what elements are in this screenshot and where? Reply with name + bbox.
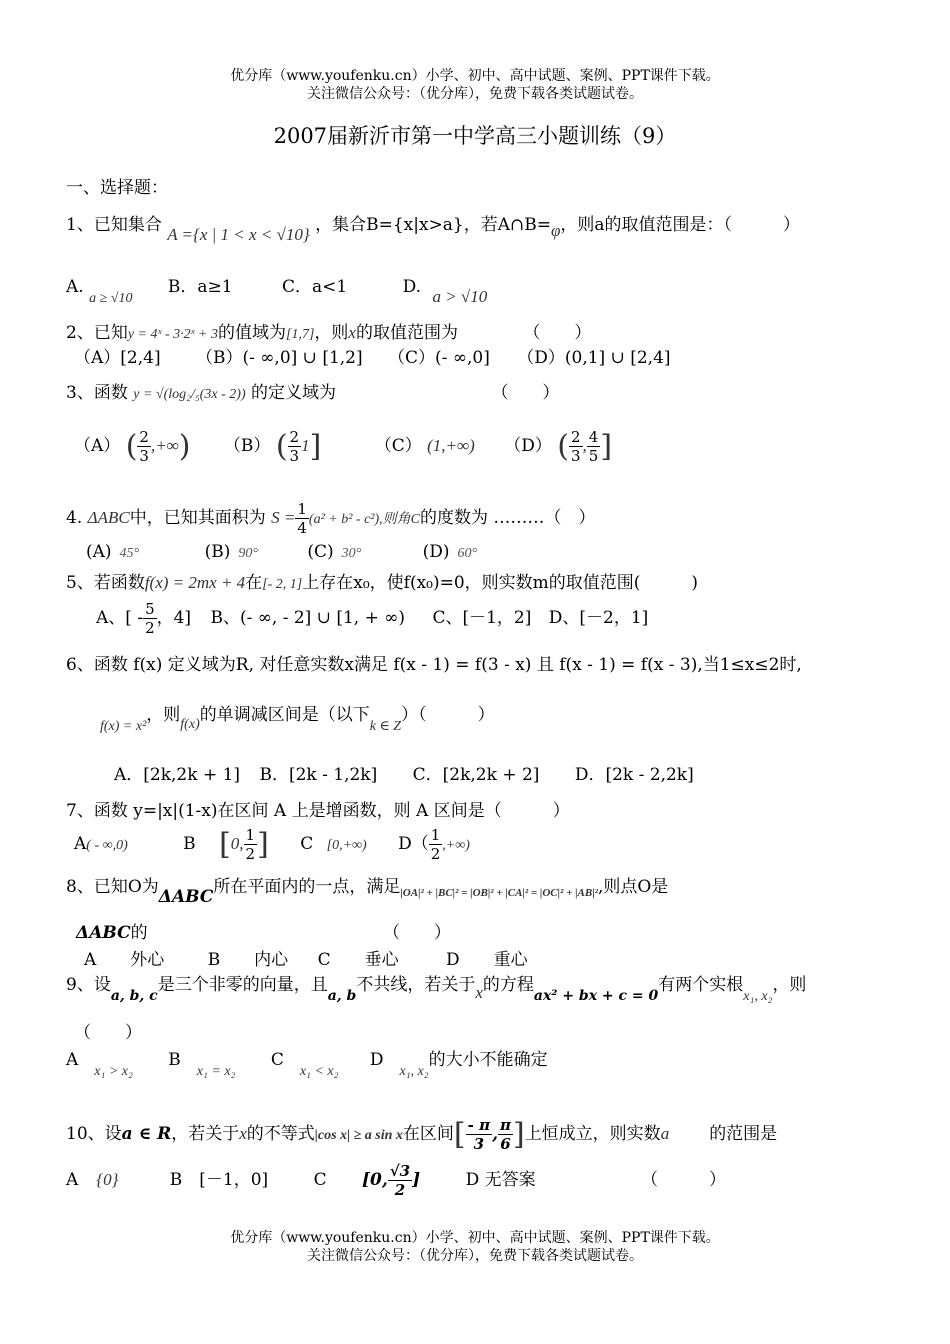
question-8 <box>66 872 669 907</box>
q2-option-a: （A）[2,4] <box>74 348 161 368</box>
q9-middle3: 的方程 <box>482 975 534 995</box>
q5-a-num: 5 <box>145 600 155 618</box>
q9-middle: 是三个非零的向量，且 <box>157 975 328 995</box>
q8-option-c: C 垂心 <box>317 950 399 970</box>
q8-option-a: A 外心 <box>84 950 165 970</box>
q5-a-den: 2 <box>145 619 155 637</box>
q4-suffix: 的度数为 ………（ ） <box>420 508 596 528</box>
q8-line2-suffix: 的 <box>130 923 148 943</box>
q10-middle3: 在区间 <box>402 1124 454 1144</box>
q5-option-a-end: ，4] <box>156 608 192 628</box>
q9-suffix: ，则 <box>772 975 807 995</box>
q2-option-d: （D）(0,1] ∪ [2,4] <box>517 348 671 368</box>
q6-middle: 的单调减区间是（以下 <box>199 705 370 725</box>
q3-a-den: 3 <box>139 447 149 465</box>
q7-option-a-label: A <box>74 834 87 854</box>
q5-function: f(x) = 2mx + 4 <box>144 573 246 592</box>
q1-options <box>66 272 488 306</box>
q4-option-c: 30° <box>341 546 362 561</box>
q4-option-b-label: (B) <box>204 542 231 562</box>
q6-option-a: A．[2k,2k + 1] <box>114 765 241 785</box>
q3-d-den2: 5 <box>588 447 599 465</box>
q1-set-a: A ={x | 1 < x < √10} <box>167 225 310 244</box>
q3-option-d-label: （D） <box>504 436 552 456</box>
q3-paren: （ ） <box>491 383 560 403</box>
q5-prefix: 5、若函数 <box>66 573 145 593</box>
q3-option-b-label: （B） <box>223 436 271 456</box>
q10-option-c-label: C <box>313 1170 327 1190</box>
q6-fx: f(x) <box>180 717 200 732</box>
q5-suffix: 上存在x₀，使f(x₀)=0，则实数m的取值范围( ) <box>302 573 699 593</box>
q5-option-a: A、[ - <box>96 608 144 628</box>
q7-option-b-label: B <box>183 834 196 854</box>
header-line-2: 关注微信公众号：（优分库），免费下载各类试题试卷。 <box>307 86 643 102</box>
q10-option-b: B [－1，0] <box>169 1170 269 1190</box>
q4-formula-pre: S = <box>271 508 296 527</box>
q9-option-c: x₁ < x₂ <box>299 1064 339 1079</box>
q9-vectors: a, b, c <box>110 988 158 1004</box>
question-3 <box>66 378 559 403</box>
q9-paren: （ ） <box>74 1023 142 1043</box>
q10-suffix2: 的范围是 <box>709 1124 778 1144</box>
q5-option-d: D、[－2，1] <box>548 608 649 628</box>
q10-option-c: [0, $\frac{√3}{2}$ ] <box>362 1162 421 1199</box>
q10-suffix: 上恒成立，则实数 <box>524 1124 661 1144</box>
q5-options <box>96 600 648 637</box>
q8-formula: |OA|² + |BC|² = |OB|² + |CA|² = |OC|² + |AB|² <box>400 887 598 899</box>
q3-option-c-label: （C） <box>374 436 422 456</box>
question-1 <box>66 210 801 244</box>
q1-option-c: C．a<1 <box>281 277 348 297</box>
q10-lo-num: - π <box>467 1116 491 1134</box>
section-heading: 一、选择题： <box>66 178 168 198</box>
q9-option-b: x₁ = x₂ <box>196 1064 236 1079</box>
q9-ab: a, b <box>327 988 357 1004</box>
q3-suffix: 的定义域为 <box>251 383 337 403</box>
q4-prefix: 4. <box>66 508 83 528</box>
q9-option-a: x₁ > x₂ <box>94 1064 133 1079</box>
q10-hi-den: 6 <box>500 1135 511 1153</box>
q10-a: a <box>660 1124 670 1143</box>
q10-options <box>66 1162 726 1199</box>
question-5 <box>66 568 698 593</box>
q10-option-a: {0} <box>96 1170 119 1189</box>
q9-x: x <box>475 983 483 1002</box>
q7-option-b: [0, $\frac{1}{2}$ ] <box>219 826 269 863</box>
q4-middle: 中，已知其面积为 <box>129 508 266 528</box>
q2-suffix2: 的取值范围为 <box>355 323 458 343</box>
q10-lo-den: 3 <box>473 1135 485 1153</box>
q5-option-c: C、[－1，2] <box>432 608 532 628</box>
q7-option-c-label: C <box>300 834 314 854</box>
q8-triangle-2: ΔABC <box>76 923 131 943</box>
q4-option-b: 90° <box>238 546 258 561</box>
q6-then: ，则 <box>146 705 181 725</box>
q8-option-b: B 内心 <box>207 950 289 970</box>
q2-function: y = 4ˣ - 3·2ˣ + 3 <box>127 327 219 342</box>
q9-roots: x₁, x₂ <box>743 989 773 1004</box>
q4-option-d-label: (D) <box>422 542 450 562</box>
q10-inequality: |cos x| ≥ a sin x <box>314 1128 403 1143</box>
q6-option-c: C．[2k,2k + 2] <box>412 765 540 785</box>
q9-prefix: 9、设 <box>66 975 111 995</box>
q7-d-num: 1 <box>430 826 441 844</box>
q3-option-a-label: （A） <box>74 436 121 456</box>
q10-c-den: 2 <box>394 1181 406 1199</box>
q4-option-a-label: (A) <box>86 542 112 562</box>
q1-option-d: a > √10 <box>432 287 488 306</box>
q9-option-c-label: C <box>270 1050 284 1070</box>
q9-middle4: 有两个实根 <box>658 975 744 995</box>
q3-prefix: 3、函数 <box>66 383 128 403</box>
q3-function: y = √(log₂/₅(3x - 2)) <box>133 387 246 402</box>
q10-hi-num: π <box>499 1116 511 1134</box>
q7-d-den: 2 <box>430 845 441 863</box>
q8-line-2 <box>76 918 451 943</box>
header-line-1: 优分库（www.youfenku.cn）小学、初中、高中试题、案例、PPT课件下载。 <box>230 68 720 84</box>
q2-x: x <box>348 323 356 342</box>
q10-paren: （ ） <box>641 1170 727 1190</box>
q3-a-num: 2 <box>139 428 149 446</box>
q1-option-a: a ≥ √10 <box>89 291 133 306</box>
q10-middle2: 的不等式 <box>246 1124 315 1144</box>
q7-option-d: ,+∞) <box>442 838 470 853</box>
q1-option-a-label: A. <box>66 277 84 297</box>
q10-middle: ，若关于 <box>171 1124 240 1144</box>
q1-option-d-label: D. <box>402 277 422 297</box>
q6-kz: k ∈ Z <box>369 719 402 734</box>
q3-b-upper: 1 <box>301 436 310 455</box>
q10-option-d: D 无答案 <box>465 1170 536 1190</box>
footer-line-2: 关注微信公众号：（优分库），免费下载各类试题试卷。 <box>307 1248 643 1264</box>
q3-d-num1: 2 <box>570 428 581 446</box>
q5-option-b: B、(- ∞, - 2] ∪ [1, + ∞) <box>210 608 406 628</box>
q7-option-c: [0,+∞) <box>326 838 367 853</box>
q9-middle2: 不共线，若关于 <box>356 975 476 995</box>
q1-middle: ，集合B={x|x>a}，若A∩B= <box>315 215 551 235</box>
q9-option-d: x₁, x₂ <box>399 1064 429 1079</box>
question-9 <box>66 970 807 1004</box>
q8-paren: （ ） <box>383 923 452 943</box>
q4-option-a: 45° <box>119 546 140 561</box>
q2-middle: 的值域为 <box>218 323 287 343</box>
q8-triangle: ΔABC <box>158 887 214 907</box>
q2-paren: （ ） <box>523 323 592 343</box>
q7-b-num: 1 <box>245 826 256 844</box>
q3-b-den: 3 <box>289 447 300 465</box>
footer-line-1: 优分库（www.youfenku.cn）小学、初中、高中试题、案例、PPT课件下载。 <box>230 1230 720 1246</box>
q1-phi: φ <box>551 221 561 240</box>
q3-d-den1: 3 <box>570 447 581 465</box>
q6-line-1: 6、函数 f(x) 定义域为R, 对任意实数x满足 f(x - 1) = f(3 - x) 且 f(x - 1) = f(x - 3),当1≤x≤2时, <box>66 655 802 675</box>
q4-formula-post: (a² + b² - c²),则角C <box>308 512 420 527</box>
q3-option-a: ( $\frac{2}{3}$ ,+∞) <box>125 428 191 465</box>
q6-options <box>114 760 694 785</box>
q8-suffix: ,则点O是 <box>597 877 669 897</box>
question-4 <box>66 500 595 537</box>
q10-option-a-label: A <box>66 1170 79 1190</box>
q1-prefix: 1、已知集合 <box>66 215 162 235</box>
q10-condition: a ∈ R <box>121 1124 172 1144</box>
q2-option-c: （C）(- ∞,0] <box>388 348 490 368</box>
q6-option-d: D．[2k - 2,2k] <box>574 765 694 785</box>
q2-range: [1,7] <box>286 327 315 342</box>
q8-options <box>84 945 528 970</box>
q2-suffix: ，则 <box>314 323 349 343</box>
q8-option-d: D 重心 <box>446 950 528 970</box>
q3-b-num: 2 <box>289 428 300 446</box>
q3-option-b: ( $\frac{2}{3}$ 1] <box>275 428 322 465</box>
question-10: 10、设a ∈ R，若关于x的不等式|cos x| ≥ a sin x在区间[ $\frac{- \pi}{3}$ , $\frac{\pi}{6}$ ]上恒成立，则实数a 的范围是 <box>66 1116 778 1153</box>
q10-prefix: 10、设 <box>66 1124 122 1144</box>
q4-option-d: 60° <box>457 546 478 561</box>
q7-options <box>74 826 470 863</box>
q8-middle: 所在平面内的一点，满足 <box>213 877 401 897</box>
q7-option-d-label: D（ <box>398 834 429 854</box>
q10-c-open: [0, <box>362 1170 388 1190</box>
q9-option-b-label: B <box>168 1050 181 1070</box>
q4-option-c-label: (C) <box>307 542 334 562</box>
q5-interval: [- 2, 1] <box>262 577 303 592</box>
q1-suffix: ，则a的取值范围是：（ ） <box>560 215 801 235</box>
q9-option-a-label: A <box>66 1050 79 1070</box>
q6-fx-def: f(x) = x² <box>100 719 147 734</box>
q10-x: x <box>239 1124 247 1143</box>
q9-options <box>66 1045 548 1079</box>
q9-equation: ax² + bx + c = 0 <box>533 988 659 1004</box>
q2-prefix: 2、已知 <box>66 323 128 343</box>
q1-option-b: B．a≥1 <box>167 277 233 297</box>
q2-options <box>74 343 671 368</box>
question-2 <box>66 318 591 343</box>
q9-option-d-label: D <box>369 1050 384 1070</box>
q6-option-b: B．[2k - 1,2k] <box>259 765 378 785</box>
q3-option-d: ( $\frac{2}{3}$ , $\frac{4}{5}$ ] <box>557 428 613 465</box>
q4-options <box>86 542 477 562</box>
q7-option-a: ( - ∞,0) <box>86 838 128 853</box>
question-7: 7、函数 y=|x|(1-x)在区间 A 上是增函数，则 A 区间是（ ） <box>66 801 570 821</box>
q3-options <box>74 428 612 465</box>
q10-c-num: √3 <box>389 1162 411 1180</box>
q8-prefix: 8、已知O为 <box>66 877 159 897</box>
q3-option-c: (1,+∞) <box>427 436 475 455</box>
page-title: 2007届新沂市第一中学高三小题训练（9） <box>273 124 677 148</box>
q5-middle: 在 <box>245 573 263 593</box>
q3-d-num2: 4 <box>588 428 599 446</box>
q4-frac-num: 1 <box>297 500 307 518</box>
q2-option-b: （B）(- ∞,0] ∪ [1,2] <box>195 348 363 368</box>
q4-frac-den: 4 <box>297 519 307 537</box>
q7-b-den: 2 <box>245 845 256 863</box>
q9-option-d-suffix: 的大小不能确定 <box>428 1050 548 1070</box>
q4-triangle: ΔABC <box>87 508 130 527</box>
q6-paren: ）（ ） <box>401 705 495 725</box>
